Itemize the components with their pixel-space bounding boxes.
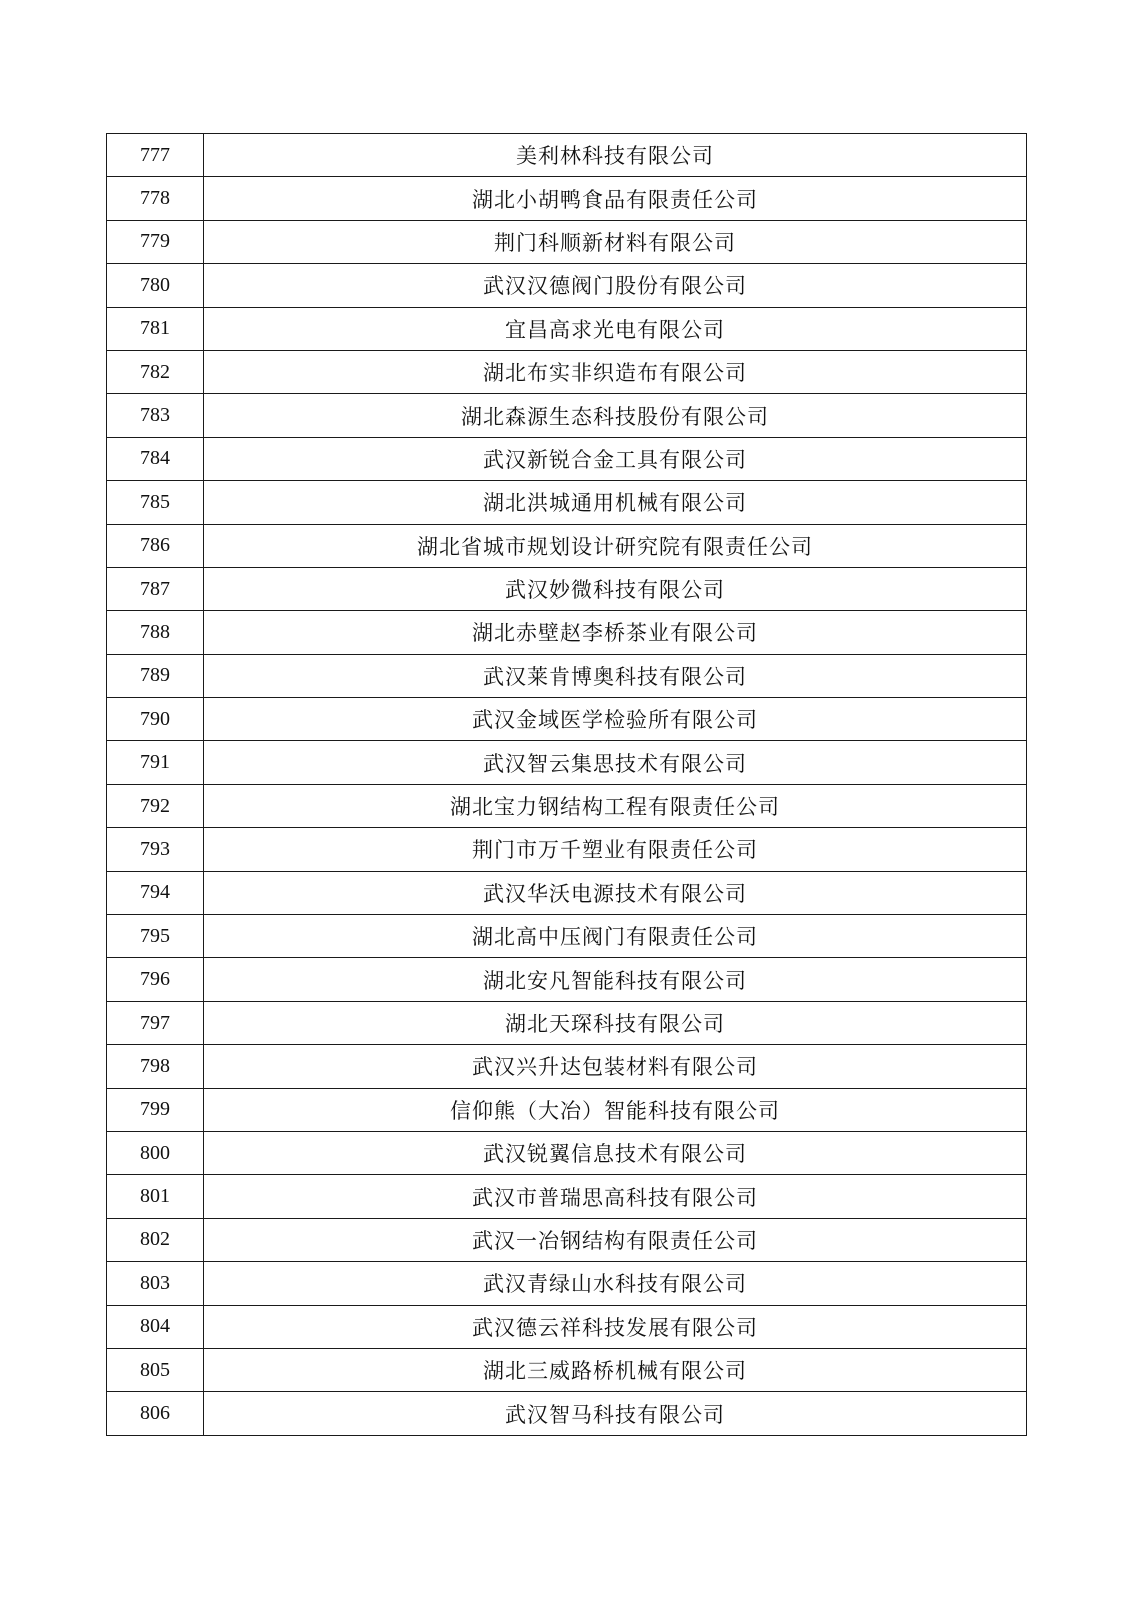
table-row [107,307,1027,350]
row-number: 783 [107,394,204,437]
table-row [107,1218,1027,1261]
row-number: 801 [107,1175,204,1218]
table-row [107,654,1027,697]
table-row [107,350,1027,393]
table-row [107,264,1027,307]
row-number: 804 [107,1305,204,1348]
row-number: 777 [107,134,204,177]
row-number: 796 [107,958,204,1001]
row-number: 792 [107,784,204,827]
table-row [107,611,1027,654]
table-row [107,481,1027,524]
company-name: 武汉锐翼信息技术有限公司 [204,1131,1027,1174]
table-row [107,220,1027,263]
company-name: 武汉兴升达包装材料有限公司 [204,1045,1027,1088]
row-number: 781 [107,307,204,350]
table-row [107,1045,1027,1088]
company-name: 武汉金域医学检验所有限公司 [204,698,1027,741]
company-name: 湖北布实非织造布有限公司 [204,350,1027,393]
table-row [107,1175,1027,1218]
company-name: 武汉青绿山水科技有限公司 [204,1262,1027,1305]
row-number: 795 [107,915,204,958]
row-number: 794 [107,871,204,914]
company-name: 湖北省城市规划设计研究院有限责任公司 [204,524,1027,567]
row-number: 793 [107,828,204,871]
company-name: 湖北安凡智能科技有限公司 [204,958,1027,1001]
company-name: 武汉新锐合金工具有限公司 [204,437,1027,480]
company-name: 荆门科顺新材料有限公司 [204,220,1027,263]
table-row [107,134,1027,177]
company-name: 武汉华沃电源技术有限公司 [204,871,1027,914]
company-name: 湖北三威路桥机械有限公司 [204,1348,1027,1391]
row-number: 806 [107,1392,204,1435]
table-row [107,1088,1027,1131]
row-number: 800 [107,1131,204,1174]
company-name: 武汉智云集思技术有限公司 [204,741,1027,784]
company-name: 信仰熊（大冶）智能科技有限公司 [204,1088,1027,1131]
row-number: 785 [107,481,204,524]
company-name: 湖北天琛科技有限公司 [204,1001,1027,1044]
table-row [107,394,1027,437]
company-name: 湖北森源生态科技股份有限公司 [204,394,1027,437]
row-number: 787 [107,567,204,610]
table-row [107,524,1027,567]
row-number: 788 [107,611,204,654]
row-number: 798 [107,1045,204,1088]
row-number: 802 [107,1218,204,1261]
company-name: 湖北高中压阀门有限责任公司 [204,915,1027,958]
table-row [107,437,1027,480]
row-number: 789 [107,654,204,697]
row-number: 779 [107,220,204,263]
company-name: 武汉莱肯博奥科技有限公司 [204,654,1027,697]
row-number: 790 [107,698,204,741]
table-row [107,784,1027,827]
table-row [107,958,1027,1001]
row-number: 784 [107,437,204,480]
company-list-table [106,133,1027,1436]
company-name: 武汉汉德阀门股份有限公司 [204,264,1027,307]
table-row [107,567,1027,610]
company-name: 武汉德云祥科技发展有限公司 [204,1305,1027,1348]
row-number: 786 [107,524,204,567]
company-name: 湖北洪城通用机械有限公司 [204,481,1027,524]
row-number: 791 [107,741,204,784]
company-name: 湖北宝力钢结构工程有限责任公司 [204,784,1027,827]
company-list-body [107,134,1027,1436]
table-row [107,698,1027,741]
table-row [107,177,1027,220]
row-number: 803 [107,1262,204,1305]
table-row [107,828,1027,871]
row-number: 778 [107,177,204,220]
table-row [107,1305,1027,1348]
row-number: 780 [107,264,204,307]
table-row [107,741,1027,784]
table-row [107,1131,1027,1174]
company-name: 美利林科技有限公司 [204,134,1027,177]
row-number: 799 [107,1088,204,1131]
table-row [107,871,1027,914]
table-row [107,1392,1027,1435]
row-number: 797 [107,1001,204,1044]
table-row [107,1348,1027,1391]
row-number: 805 [107,1348,204,1391]
company-name: 宜昌高求光电有限公司 [204,307,1027,350]
company-name: 武汉智马科技有限公司 [204,1392,1027,1435]
company-name: 武汉妙微科技有限公司 [204,567,1027,610]
row-number: 782 [107,350,204,393]
company-name: 湖北赤壁赵李桥茶业有限公司 [204,611,1027,654]
company-name: 武汉市普瑞思高科技有限公司 [204,1175,1027,1218]
company-name: 湖北小胡鸭食品有限责任公司 [204,177,1027,220]
company-name: 武汉一冶钢结构有限责任公司 [204,1218,1027,1261]
table-row [107,1262,1027,1305]
table-row [107,915,1027,958]
table-row [107,1001,1027,1044]
company-name: 荆门市万千塑业有限责任公司 [204,828,1027,871]
